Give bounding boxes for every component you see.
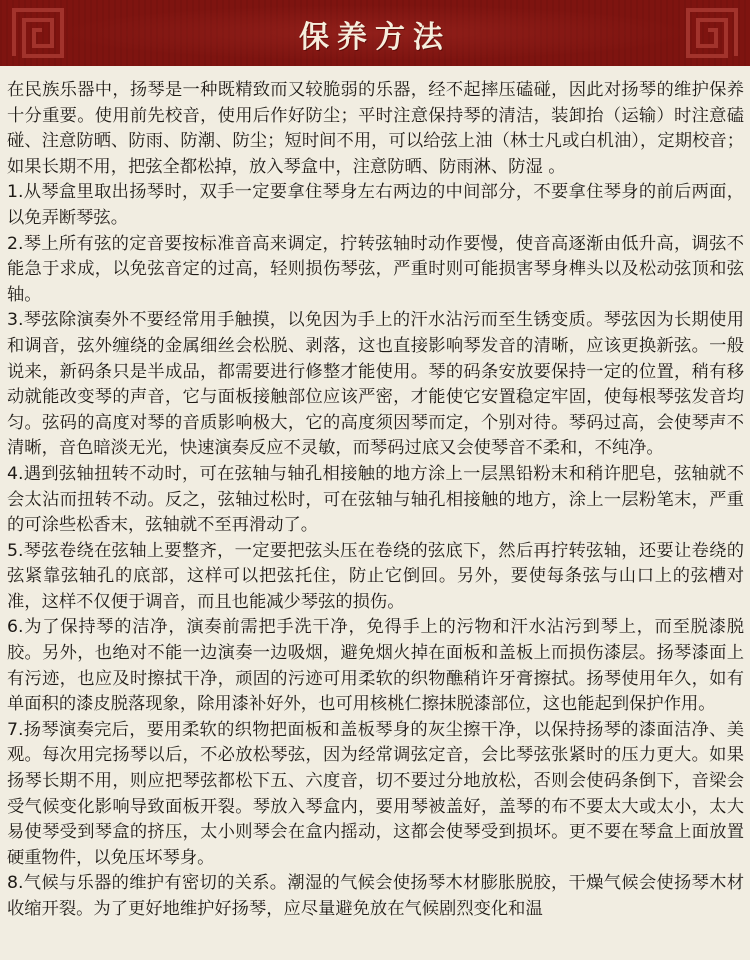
tip-paragraph-6: 6.为了保持琴的洁净，演奏前需把手洗干净，免得手上的污物和汗水沾污到琴上，而至脱漆脱胶。另外，也绝对不能一边演奏一边吸烟，避免烟火掉在面板和盖板上而损伤漆层。扬琴漆面上有污迹，也应及时擦拭干净，顽固的污迹可用柔软的织物醮稍许牙膏擦拭。扬琴使用年久，如有单面积的漆皮脱落现象，除用漆补好外，也可用核桃仁擦抹脱漆部位，这也能起到保护作用。 [7,617,744,715]
page-title: 保养方法 [299,20,451,55]
tip-paragraph-4: 4.遇到弦轴扭转不动时，可在弦轴与轴孔相接触的地方涂上一层黑铅粉末和稍许肥皂，弦轴就不会太沾而扭转不动。反之，弦轴过松时，可在弦轴与轴孔相接触的地方，涂上一层粉笔末，严重的可涂些松香末，弦轴就不至再滑动了。 [7,463,744,536]
article-body [0,66,750,923]
tip-paragraph-3: 3.琴弦除演奏外不要经常用手触摸，以免因为手上的汗水沾污而至生锈变质。琴弦因为长期使用和调音，弦外缠绕的金属细丝会松脱、剥落，这也直接影响琴发音的清晰，应该更换新弦。一般说来，新码条只是半成品，都需要进行修整才能使用。琴的码条安放要保持一定的位置，稍有移动就能改变琴的声音，它与面板接触部位应该严密，才能使它安置稳定牢固，使每根琴弦发音均匀。弦码的高度对琴的音质影响极大，它的高度须因琴而定，个别对待。琴码过高，会使琴声不清晰，音色暗淡无光，快速演奏反应不灵敏，而琴码过底又会使琴音不柔和，不纯净。 [7,310,744,459]
tip-paragraph-5: 5.琴弦卷绕在弦轴上要整齐，一定要把弦头压在卷绕的弦底下，然后再拧转弦轴，还要让卷绕的弦紧靠弦轴孔的底部，这样可以把弦托住，防止它倒回。另外，要使每条弦与山口上的弦槽对准，这样不仅便于调音，而且也能减少琴弦的损伤。 [7,540,744,612]
tip-paragraph-2: 2.琴上所有弦的定音要按标准音高来调定，拧转弦轴时动作要慢，使音高逐渐由低升高，调弦不能急于求成，以免弦音定的过高，轻则损伤琴弦，严重时则可能损害琴身榫头以及松动弦顶和弦轴。 [7,233,744,305]
intro-paragraph: 在民族乐器中，扬琴是一种既精致而又较脆弱的乐器，经不起摔压磕碰，因此对扬琴的维护保养十分重要。使用前先校音，使用后作好防尘；平时注意保持琴的清洁，装卸抬（运输）时注意磕碰、注意防晒、防雨、防潮、防尘；短时间不用，可以给弦上油（林士凡或白机油），定期校音；如果长期不用，把弦全都松掉，放入琴盒中，注意防晒、防雨淋、防湿 。 [7,80,744,177]
tip-paragraph-8: 8.气候与乐器的维护有密切的关系。潮湿的气候会使扬琴木材膨胀脱胶，干燥气候会使扬琴木材收缩开裂。为了更好地维护好扬琴，应尽量避免放在气候剧烈变化和温 [7,873,744,919]
tip-paragraph-7: 7.扬琴演奏完后，要用柔软的织物把面板和盖板琴身的灰尘擦干净，以保持扬琴的漆面洁净、美观。每次用完扬琴以后，不必放松琴弦，因为经常调弦定音，会比琴弦张紧时的压力更大。如果扬琴长期不用，则应把琴弦都松下五、六度音，切不要过分地放松，否则会使码条倒下，音梁会受气候变化影响导致面板开裂。琴放入琴盒内，要用琴被盖好，盖琴的布不要太大或太小，太大易使琴受到琴盒的挤压，太小则琴会在盒内摇动，这都会使琴受到损坏。更不要在琴盒上面放置硬重物件，以免压坏琴身。 [7,719,744,868]
section-header-banner [0,0,750,66]
tip-paragraph-1: 1.从琴盒里取出扬琴时，双手一定要拿住琴身左右两边的中间部分，不要拿住琴身的前后两面，以免弄断琴弦。 [7,182,744,228]
